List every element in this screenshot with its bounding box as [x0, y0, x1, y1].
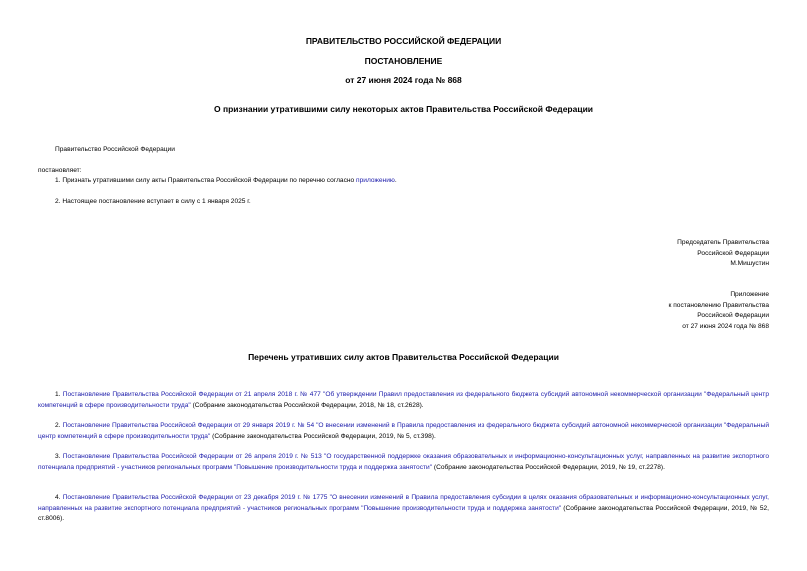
- annex-link[interactable]: приложению: [356, 177, 395, 184]
- issuing-authority: ПРАВИТЕЛЬСТВО РОССИЙСКОЙ ФЕДЕРАЦИИ: [305, 36, 502, 46]
- annex-item-1-link[interactable]: Постановление Правительства Российской Федерации от 21 апреля 2018 г. № 477 "Об утверждении Правил предоставления из федерального бюджета субсидий автономной некоммерческой организации "Федеральный центр компетенций в сфере производительности труда": [38, 391, 769, 409]
- document-date-number: от 27 июня 2024 года № 868: [345, 75, 462, 85]
- annex-item-4: [38, 493, 769, 525]
- annex-item-4-number: 4.: [55, 494, 63, 501]
- annex-item-3: [38, 452, 769, 473]
- annex-item-4-source: (Собрание законодательства Российской Федерации, 2019, № 52, ст.8006).: [38, 504, 769, 522]
- item-1: [55, 176, 397, 186]
- item-1-text: 1. Признать утратившими силу акты Правительства Российской Федерации по перечню согласно: [55, 177, 357, 184]
- annex-header: [669, 290, 770, 332]
- annex-header-line-2: к постановлению Правительства: [668, 301, 769, 309]
- item-2: 2. Настоящее постановление вступает в силу с 1 января 2025 г.: [55, 198, 251, 205]
- signature-block: [677, 238, 769, 270]
- resolves-word: постановляет:: [38, 167, 82, 174]
- annex-item-2-source: (Собрание законодательства Российской Федерации, 2019, № 5, ст.398).: [210, 432, 436, 440]
- annex-header-line-1: Приложение: [730, 291, 769, 298]
- annex-item-1-number: 1.: [55, 391, 63, 398]
- annex-item-1-source: (Собрание законодательства Российской Федерации, 2018, № 18, ст.2628).: [190, 401, 424, 409]
- preamble: Правительство Российской Федерации: [55, 146, 175, 153]
- annex-item-3-link[interactable]: Постановление Правительства Российской Федерации от 26 апреля 2019 г. № 513 "О государственной поддержке оказания образовательных и информационно-консультационных услуг, направленных на развитие экспортного потенциала предприятий - участников региональных программ "Повышение производительности труда и поддержка занятости": [38, 453, 769, 471]
- signature-position: Председатель Правительства: [677, 239, 769, 246]
- annex-item-1: [38, 390, 769, 411]
- signature-country: Российской Федерации: [697, 249, 769, 257]
- annex-item-2-number: 2.: [55, 422, 63, 429]
- annex-item-2: [38, 421, 769, 442]
- item-1-end: .: [394, 177, 397, 184]
- signature-name: М.Мишустин: [730, 260, 769, 267]
- document-type: ПОСТАНОВЛЕНИЕ: [364, 56, 443, 66]
- annex-item-2-link[interactable]: Постановление Правительства Российской Федерации от 29 января 2019 г. № 54 "О внесении изменений в Правила предоставления из федерального бюджета субсидий автономной некоммерческой организации "Федеральный центр компетенций в сфере производительности труда": [38, 422, 769, 440]
- annex-title: Перечень утративших силу актов Правительства Российской Федерации: [248, 352, 559, 362]
- document-title: О признании утратившими силу некоторых актов Правительства Российской Федерации: [213, 104, 594, 114]
- annex-header-line-4: от 27 июня 2024 года № 868: [682, 322, 769, 330]
- annex-item-4-link[interactable]: Постановление Правительства Российской Федерации от 23 декабря 2019 г. № 1775 "О внесении изменений в Правила предоставления субсидии в целях оказания образовательных и информационно-консультационных услуг, направленных на развитие экспортного потенциала предприятий - участников региональных программ "Повышение производительности труда и поддержка занятости": [38, 494, 769, 512]
- annex-header-line-3: Российской Федерации: [697, 312, 769, 319]
- annex-item-3-source: (Собрание законодательства Российской Федерации, 2019, № 19, ст.2278).: [432, 463, 665, 471]
- annex-item-3-number: 3.: [55, 453, 63, 460]
